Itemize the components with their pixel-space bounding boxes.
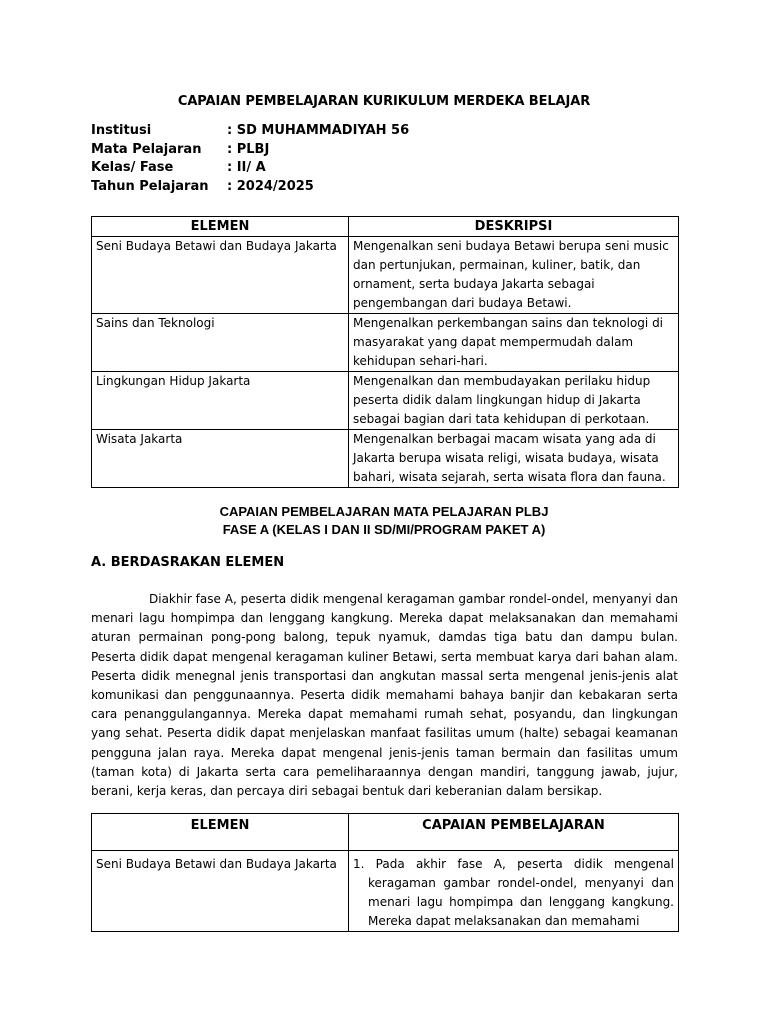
table-header-row xyxy=(92,814,679,851)
meta-value: : II/ A xyxy=(227,160,266,175)
meta-row-tahun-pelajaran xyxy=(91,178,591,197)
meta-label: Mata Pelajaran xyxy=(91,141,202,157)
meta-value: : 2024/2025 xyxy=(227,178,314,194)
cell-deskripsi: Mengenalkan berbagai macam wisata yang ada di Jakarta berupa wisata religi, wisata budaya, wisata bahari, wisata sejarah, serta wisata flora dan fauna. xyxy=(349,430,679,488)
document-meta xyxy=(91,122,591,196)
header-capaian: CAPAIAN PEMBELAJARAN xyxy=(349,814,679,851)
cell-elemen: Wisata Jakarta xyxy=(92,430,349,488)
cell-deskripsi: Mengenalkan perkembangan sains dan teknologi di masyarakat yang dapat mempermudah dalam kehidupan sehari-hari. xyxy=(349,314,679,372)
subtitle-line-1: CAPAIAN PEMBELAJARAN MATA PELAJARAN PLBJ xyxy=(219,504,549,519)
table-row xyxy=(92,314,679,372)
meta-row-kelas-fase xyxy=(91,159,591,178)
header-elemen: ELEMEN xyxy=(92,217,349,237)
meta-label: Tahun Pelajaran xyxy=(91,178,209,194)
meta-row-institusi xyxy=(91,122,591,141)
cell-capaian xyxy=(349,851,679,932)
cell-elemen: Lingkungan Hidup Jakarta xyxy=(92,372,349,430)
cell-elemen: Sains dan Teknologi xyxy=(92,314,349,372)
document-title: CAPAIAN PEMBELAJARAN KURIKULUM MERDEKA BELAJAR xyxy=(177,94,591,109)
table-row xyxy=(92,372,679,430)
cell-elemen: Seni Budaya Betawi dan Budaya Jakarta xyxy=(92,237,349,314)
table-row xyxy=(92,237,679,314)
table-row xyxy=(92,851,679,932)
meta-value: : SD MUHAMMADIYAH 56 xyxy=(227,123,410,138)
capaian-pembelajaran-table xyxy=(91,813,679,932)
cell-deskripsi: Mengenalkan dan membudayakan perilaku hidup peserta didik dalam lingkungan hidup di Jakarta sebagai bagian dari tata kehidupan di perkotaan. xyxy=(349,372,679,430)
meta-label: Institusi xyxy=(91,123,152,138)
meta-value: : PLBJ xyxy=(227,141,270,157)
elemen-deskripsi-table xyxy=(91,216,679,488)
subtitle-line-2: FASE A (KELAS I DAN II SD/MI/PROGRAM PAKET A) xyxy=(222,522,546,537)
capaian-item: 1. Pada akhir fase A, peserta didik mengenal keragaman gambar rondel-ondel, menyanyi dan menari lagu hompimpa dan lenggang kangkung. Mereka dapat melaksanakan dan memahami xyxy=(353,857,674,928)
meta-label: Kelas/ Fase xyxy=(91,160,174,175)
table-header-row xyxy=(92,217,679,237)
header-deskripsi: DESKRIPSI xyxy=(349,217,679,237)
table-row xyxy=(92,430,679,488)
section-heading: A. BERDASRAKAN ELEMEN xyxy=(91,555,285,570)
cell-deskripsi: Mengenalkan seni budaya Betawi berupa seni music dan pertunjukan, permainan, kuliner, batik, dan ornament, serta budaya Jakarta sebagai pengembangan dari budaya Betawi. xyxy=(349,237,679,314)
header-elemen: ELEMEN xyxy=(92,814,349,851)
cell-elemen: Seni Budaya Betawi dan Budaya Jakarta xyxy=(92,851,349,932)
section-paragraph: Diakhir fase A, peserta didik mengenal keragaman gambar rondel-ondel, menyanyi dan menari lagu hompimpa dan lenggang kangkung. Mereka dapat melaksanakan dan memahami aturan permainan pong-pong balong, tepuk nyamuk, damdas tiga batu dan dampu bulan. Peserta didik dapat mengenal keragaman kuliner Betawi, serta membuat karya dari bahan alam. Peserta didik menegnal jenis transportasi dan angkutan massal serta mengenal jenis-jenis alat komunikasi dan penggunaannya. Peserta didik memahami bahaya banjir dan kebakaran serta cara penanggulangannya. Mereka dapat memahami rumah sehat, posyandu, dan lingkungan yang sehat. Peserta didik dapat menjelaskan manfaat fasilitas umum (halte) sebagai keamanan pengguna jalan raya. Mereka dapat mengenal jenis-jenis taman bermain dan fasilitas umum (taman kota) di Jakarta serta cara pemeliharaannya dengan mandiri, tanggung jawab, jujur, berani, kerja keras, dan percaya diri sebagai bentuk dari keberanian dalam bersikap. xyxy=(91,592,678,799)
meta-row-mata-pelajaran xyxy=(91,141,591,160)
